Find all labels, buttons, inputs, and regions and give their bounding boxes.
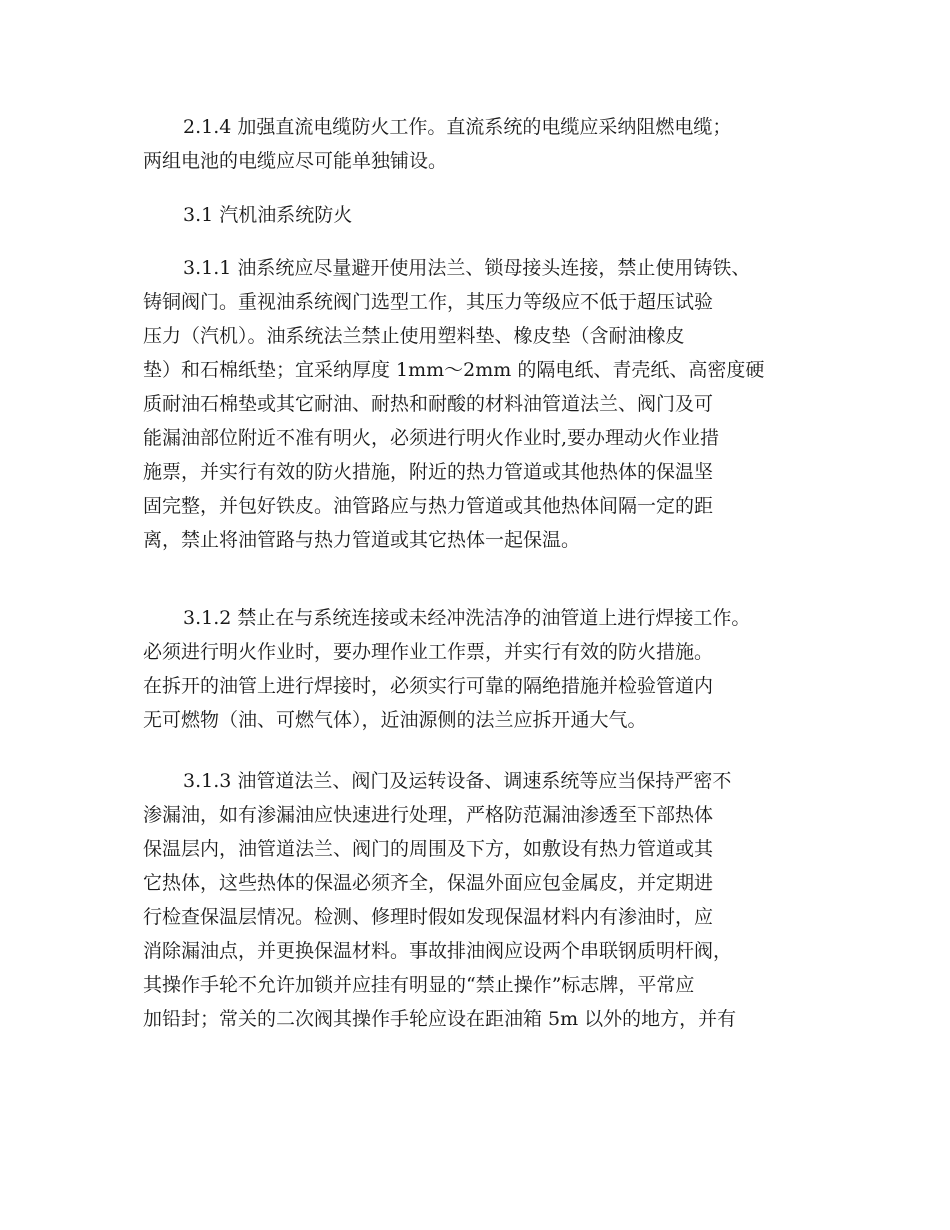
text-line: 加铅封；常关的二次阀其操作手轮应设在距油箱 5m 以外的地方，并有 xyxy=(143,1008,737,1030)
paragraph-3-1-2 xyxy=(143,601,833,737)
text-line: 2.1.4 加强直流电缆防火工作。直流系统的电缆应采纳阻燃电缆； xyxy=(183,116,732,138)
text-line: 其操作手轮不允许加锁并应挂有明显的“禁止操作”标志牌，平常应 xyxy=(143,974,695,996)
text-line: 铸铜阀门。重视油系统阀门选型工作，其压力等级应不低于超压试验 xyxy=(143,291,714,313)
text-line: 3.1.1 油系统应尽量避开使用法兰、锁母接头连接，禁止使用铸铁、 xyxy=(183,257,751,279)
text-line: 3.1.2 禁止在与系统连接或未经冲洗洁净的油管道上进行焊接工作。 xyxy=(183,607,751,629)
text-line: 能漏油部位附近不准有明火，必须进行明火作业时,要办理动火作业措 xyxy=(143,427,720,449)
text-line: 压力（汽机）。油系统法兰禁止使用塑料垫、橡皮垫（含耐油橡皮 xyxy=(143,325,685,347)
text-line: 垫）和石棉纸垫；宜采纳厚度 1mm～2mm 的隔电纸、青壳纸、高密度硬 xyxy=(143,359,765,381)
text-line: 渗漏油，如有渗漏油应快速进行处理，严格防范漏油渗透至下部热体 xyxy=(143,804,714,826)
text-line: 质耐油石棉垫或其它耐油、耐热和耐酸的材料油管道法兰、阀门及可 xyxy=(143,393,714,415)
section-heading-3-1 xyxy=(143,198,833,232)
text-line: 离，禁止将油管路与热力管道或其它热体一起保温。 xyxy=(143,529,581,551)
text-line: 它热体，这些热体的保温必须齐全，保温外面应包金属皮，并定期进 xyxy=(143,872,714,894)
text-line: 无可燃物（油、可燃气体），近油源侧的法兰应拆开通大气。 xyxy=(143,709,647,731)
text-line: 两组电池的电缆应尽可能单独铺设。 xyxy=(143,150,448,172)
paragraph-3-1-3 xyxy=(143,764,833,1036)
text-line: 行检查保温层情况。检测、修理时假如发现保温材料内有渗油时，应 xyxy=(143,906,714,928)
paragraph-3-1-1 xyxy=(143,251,833,557)
text-line: 必须进行明火作业时，要办理作业工作票，并实行有效的防火措施。 xyxy=(143,641,714,663)
text-line: 施票，并实行有效的防火措施，附近的热力管道或其他热体的保温坚 xyxy=(143,461,714,483)
text-line: 3.1.3 油管道法兰、阀门及运转设备、调速系统等应当保持严密不 xyxy=(183,770,732,792)
text-line: 消除漏油点，并更换保温材料。事故排油阀应设两个串联钢质明杆阀， xyxy=(143,940,733,962)
heading-line: 3.1 汽机油系统防火 xyxy=(183,204,353,226)
text-line: 保温层内，油管道法兰、阀门的周围及下方，如敷设有热力管道或其 xyxy=(143,838,714,860)
text-line: 固完整，并包好铁皮。油管路应与热力管道或其他热体间隔一定的距 xyxy=(143,495,714,517)
paragraph-2-1-4 xyxy=(143,110,833,178)
text-line: 在拆开的油管上进行焊接时，必须实行可靠的隔绝措施并检验管道内 xyxy=(143,675,714,697)
